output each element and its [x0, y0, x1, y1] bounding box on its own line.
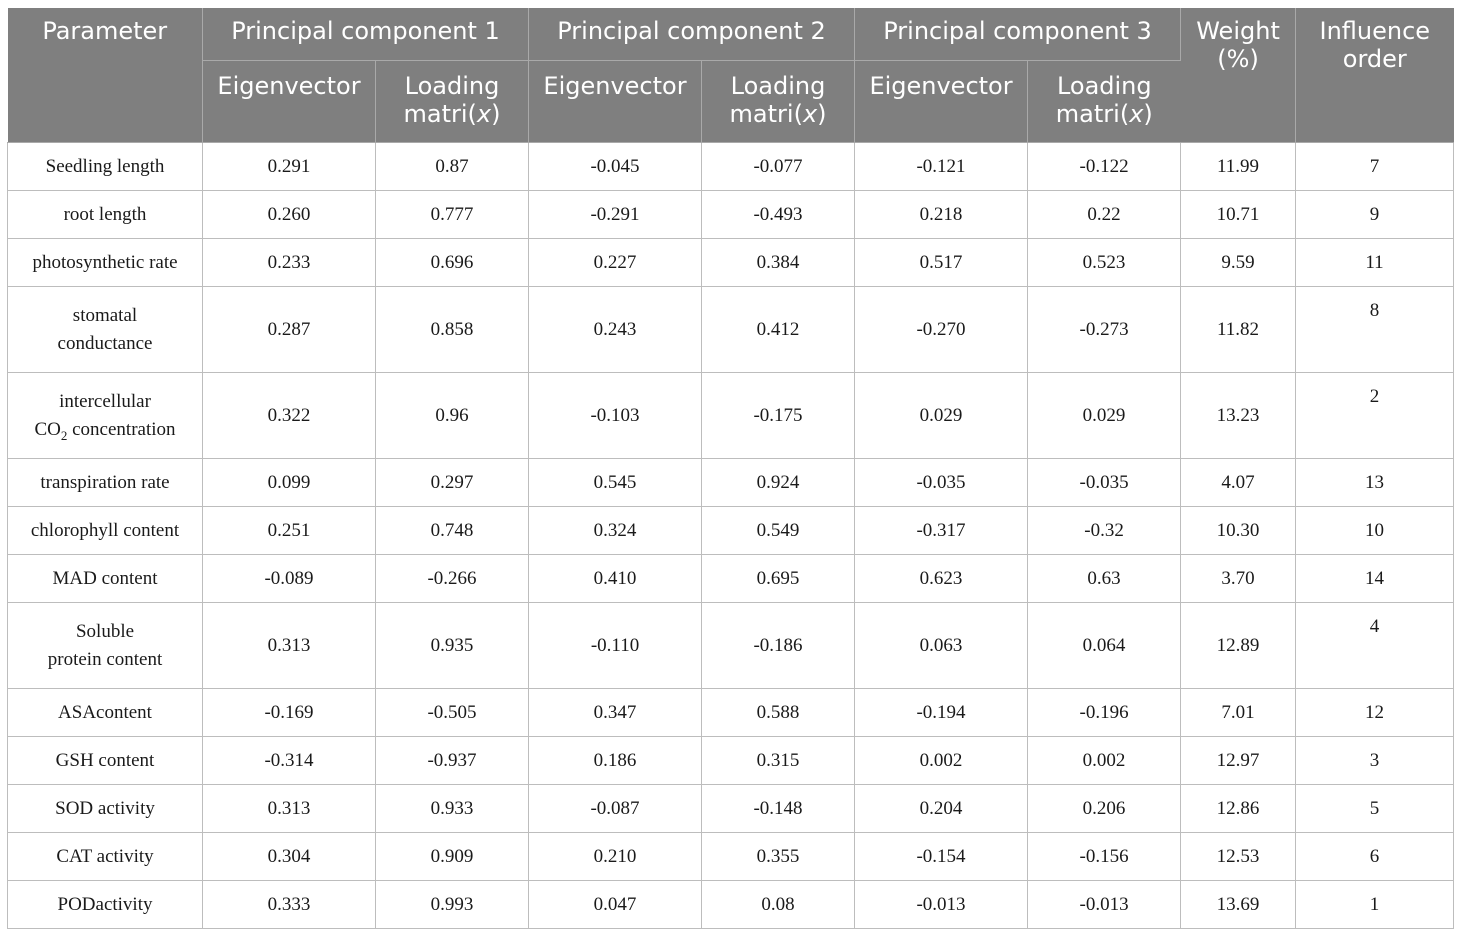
table-body [8, 143, 1454, 929]
cell-pc1-loading: 0.993 [376, 881, 529, 929]
cell-weight: 9.59 [1181, 239, 1296, 287]
cell-pc3-loading: -0.156 [1028, 833, 1181, 881]
cell-parameter: root length [8, 191, 203, 239]
header-pc1-loading [376, 61, 529, 143]
cell-pc1-eigenvector: -0.089 [203, 555, 376, 603]
cell-parameter: ASAcontent [8, 689, 203, 737]
cell-pc1-eigenvector: 0.333 [203, 881, 376, 929]
cell-influence-order: 1 [1296, 881, 1454, 929]
cell-pc3-eigenvector: 0.623 [855, 555, 1028, 603]
cell-influence-order: 5 [1296, 785, 1454, 833]
cell-pc3-loading: -0.196 [1028, 689, 1181, 737]
cell-pc2-loading: 0.412 [702, 287, 855, 373]
cell-pc2-eigenvector: 0.227 [529, 239, 702, 287]
cell-pc3-loading: 0.064 [1028, 603, 1181, 689]
cell-pc3-loading: 0.22 [1028, 191, 1181, 239]
cell-pc2-eigenvector: 0.410 [529, 555, 702, 603]
cell-pc2-loading: 0.924 [702, 459, 855, 507]
parameter-line-2: CO [34, 418, 61, 440]
table-row [8, 239, 1454, 287]
cell-pc2-eigenvector: 0.243 [529, 287, 702, 373]
cell-influence-order: 3 [1296, 737, 1454, 785]
cell-pc2-eigenvector: 0.545 [529, 459, 702, 507]
cell-parameter: photosynthetic rate [8, 239, 203, 287]
cell-pc2-loading: -0.186 [702, 603, 855, 689]
cell-weight: 12.89 [1181, 603, 1296, 689]
cell-influence-order: 13 [1296, 459, 1454, 507]
cell-pc3-eigenvector: -0.013 [855, 881, 1028, 929]
loading-var: x [802, 100, 818, 128]
cell-pc3-loading: -0.273 [1028, 287, 1181, 373]
cell-pc1-loading: -0.266 [376, 555, 529, 603]
header-pc3-loading [1028, 61, 1181, 143]
cell-parameter: PODactivity [8, 881, 203, 929]
parameter-subscript: 2 [60, 427, 68, 443]
loading-prefix: Loading matri( [729, 72, 826, 128]
loading-suffix: ) [491, 100, 501, 128]
cell-pc1-eigenvector: 0.287 [203, 287, 376, 373]
cell-pc1-loading: 0.909 [376, 833, 529, 881]
header-pc2-eigenvector: Eigenvector [529, 61, 702, 143]
header-pc2: Principal component 2 [529, 8, 855, 61]
cell-influence-order: 12 [1296, 689, 1454, 737]
cell-pc1-eigenvector: 0.251 [203, 507, 376, 555]
cell-pc2-eigenvector: 0.210 [529, 833, 702, 881]
cell-pc2-loading: -0.175 [702, 373, 855, 459]
loading-var: x [476, 100, 492, 128]
cell-pc3-loading: -0.32 [1028, 507, 1181, 555]
cell-pc2-eigenvector: 0.186 [529, 737, 702, 785]
loading-suffix: ) [1143, 100, 1153, 128]
cell-influence-order: 6 [1296, 833, 1454, 881]
cell-pc1-loading: 0.777 [376, 191, 529, 239]
cell-influence-order: 8 [1296, 287, 1454, 373]
cell-pc3-loading: -0.013 [1028, 881, 1181, 929]
cell-pc3-loading: 0.523 [1028, 239, 1181, 287]
cell-pc1-eigenvector: 0.304 [203, 833, 376, 881]
cell-pc3-loading: 0.002 [1028, 737, 1181, 785]
cell-pc2-eigenvector: 0.324 [529, 507, 702, 555]
cell-parameter: GSH content [8, 737, 203, 785]
cell-pc3-loading: -0.122 [1028, 143, 1181, 191]
cell-weight: 12.97 [1181, 737, 1296, 785]
table-row [8, 459, 1454, 507]
header-pc1: Principal component 1 [203, 8, 529, 61]
table-row [8, 507, 1454, 555]
table-row [8, 737, 1454, 785]
cell-pc3-eigenvector: 0.029 [855, 373, 1028, 459]
pca-table-container [7, 8, 1454, 929]
loading-prefix: Loading matri( [403, 72, 500, 128]
cell-pc3-eigenvector: -0.035 [855, 459, 1028, 507]
cell-pc3-eigenvector: 0.063 [855, 603, 1028, 689]
cell-weight: 4.07 [1181, 459, 1296, 507]
cell-pc2-loading: 0.384 [702, 239, 855, 287]
cell-pc1-loading: 0.935 [376, 603, 529, 689]
loading-prefix: Loading matri( [1055, 72, 1152, 128]
cell-pc2-eigenvector: 0.347 [529, 689, 702, 737]
cell-pc3-eigenvector: -0.121 [855, 143, 1028, 191]
table-row [8, 689, 1454, 737]
cell-pc2-eigenvector: -0.291 [529, 191, 702, 239]
table-row [8, 191, 1454, 239]
header-pc2-loading [702, 61, 855, 143]
table-row [8, 287, 1454, 373]
table-row [8, 555, 1454, 603]
cell-pc3-eigenvector: -0.270 [855, 287, 1028, 373]
header-influence-order: Influence order [1296, 8, 1454, 143]
cell-weight: 7.01 [1181, 689, 1296, 737]
cell-pc2-loading: 0.355 [702, 833, 855, 881]
loading-var: x [1129, 100, 1144, 128]
cell-pc3-eigenvector: 0.517 [855, 239, 1028, 287]
table-row [8, 143, 1454, 191]
cell-parameter: MAD content [8, 555, 203, 603]
cell-parameter: transpiration rate [8, 459, 203, 507]
cell-pc3-loading: -0.035 [1028, 459, 1181, 507]
cell-weight: 10.30 [1181, 507, 1296, 555]
parameter-line-1: Soluble [75, 620, 135, 642]
cell-parameter: SOD activity [8, 785, 203, 833]
cell-influence-order: 14 [1296, 555, 1454, 603]
cell-weight: 12.53 [1181, 833, 1296, 881]
cell-pc1-loading: 0.858 [376, 287, 529, 373]
cell-pc1-eigenvector: 0.313 [203, 603, 376, 689]
cell-influence-order: 10 [1296, 507, 1454, 555]
cell-pc2-eigenvector: -0.103 [529, 373, 702, 459]
cell-parameter: CAT activity [8, 833, 203, 881]
cell-influence-order: 4 [1296, 603, 1454, 689]
cell-pc1-eigenvector: -0.314 [203, 737, 376, 785]
cell-pc1-loading: -0.505 [376, 689, 529, 737]
cell-weight: 13.23 [1181, 373, 1296, 459]
cell-influence-order: 11 [1296, 239, 1454, 287]
parameter-line-1: stomatal [72, 304, 138, 326]
header-parameter: Parameter [8, 8, 203, 143]
header-weight: Weight (%) [1181, 8, 1296, 143]
cell-pc2-loading: 0.549 [702, 507, 855, 555]
loading-suffix: ) [817, 100, 827, 128]
header-pc1-eigenvector: Eigenvector [203, 61, 376, 143]
cell-pc1-loading: 0.933 [376, 785, 529, 833]
cell-pc3-eigenvector: -0.194 [855, 689, 1028, 737]
table-row [8, 603, 1454, 689]
header-pc3-eigenvector: Eigenvector [855, 61, 1028, 143]
cell-pc1-loading: 0.748 [376, 507, 529, 555]
cell-pc2-loading: -0.148 [702, 785, 855, 833]
cell-pc1-eigenvector: 0.322 [203, 373, 376, 459]
cell-pc1-loading: 0.696 [376, 239, 529, 287]
cell-pc3-loading: 0.029 [1028, 373, 1181, 459]
cell-pc1-eigenvector: 0.291 [203, 143, 376, 191]
cell-pc1-loading: 0.297 [376, 459, 529, 507]
table-row [8, 833, 1454, 881]
cell-pc1-eigenvector: -0.169 [203, 689, 376, 737]
cell-pc1-eigenvector: 0.233 [203, 239, 376, 287]
cell-weight: 3.70 [1181, 555, 1296, 603]
cell-pc1-eigenvector: 0.260 [203, 191, 376, 239]
cell-influence-order: 7 [1296, 143, 1454, 191]
cell-pc2-loading: -0.493 [702, 191, 855, 239]
parameter-line-2: conductance [57, 332, 153, 354]
cell-pc2-loading: 0.588 [702, 689, 855, 737]
cell-pc3-eigenvector: 0.218 [855, 191, 1028, 239]
pca-table [7, 8, 1454, 929]
table-row [8, 881, 1454, 929]
cell-pc2-eigenvector: -0.110 [529, 603, 702, 689]
cell-pc2-loading: 0.315 [702, 737, 855, 785]
cell-pc1-eigenvector: 0.099 [203, 459, 376, 507]
cell-pc2-loading: 0.08 [702, 881, 855, 929]
cell-parameter: Seedling length [8, 143, 203, 191]
table-row [8, 373, 1454, 459]
cell-weight: 11.99 [1181, 143, 1296, 191]
cell-weight: 13.69 [1181, 881, 1296, 929]
cell-pc1-eigenvector: 0.313 [203, 785, 376, 833]
cell-pc3-loading: 0.206 [1028, 785, 1181, 833]
cell-pc3-eigenvector: -0.154 [855, 833, 1028, 881]
cell-weight: 10.71 [1181, 191, 1296, 239]
cell-pc1-loading: 0.87 [376, 143, 529, 191]
cell-pc3-loading: 0.63 [1028, 555, 1181, 603]
cell-parameter: chlorophyll content [8, 507, 203, 555]
cell-pc1-loading: 0.96 [376, 373, 529, 459]
cell-parameter [8, 287, 203, 373]
cell-pc1-loading: -0.937 [376, 737, 529, 785]
cell-influence-order: 9 [1296, 191, 1454, 239]
parameter-line-2: protein content [47, 648, 163, 670]
cell-pc3-eigenvector: 0.002 [855, 737, 1028, 785]
cell-influence-order: 2 [1296, 373, 1454, 459]
table-row [8, 785, 1454, 833]
header-pc3: Principal component 3 [855, 8, 1181, 61]
cell-weight: 11.82 [1181, 287, 1296, 373]
cell-pc2-loading: -0.077 [702, 143, 855, 191]
cell-parameter [8, 603, 203, 689]
cell-pc2-eigenvector: 0.047 [529, 881, 702, 929]
cell-pc3-eigenvector: -0.317 [855, 507, 1028, 555]
cell-parameter [8, 373, 203, 459]
cell-weight: 12.86 [1181, 785, 1296, 833]
parameter-line-2-rest: concentration [67, 418, 176, 440]
cell-pc3-eigenvector: 0.204 [855, 785, 1028, 833]
cell-pc2-loading: 0.695 [702, 555, 855, 603]
cell-pc2-eigenvector: -0.087 [529, 785, 702, 833]
parameter-line-1: intercellular [59, 390, 151, 412]
cell-pc2-eigenvector: -0.045 [529, 143, 702, 191]
